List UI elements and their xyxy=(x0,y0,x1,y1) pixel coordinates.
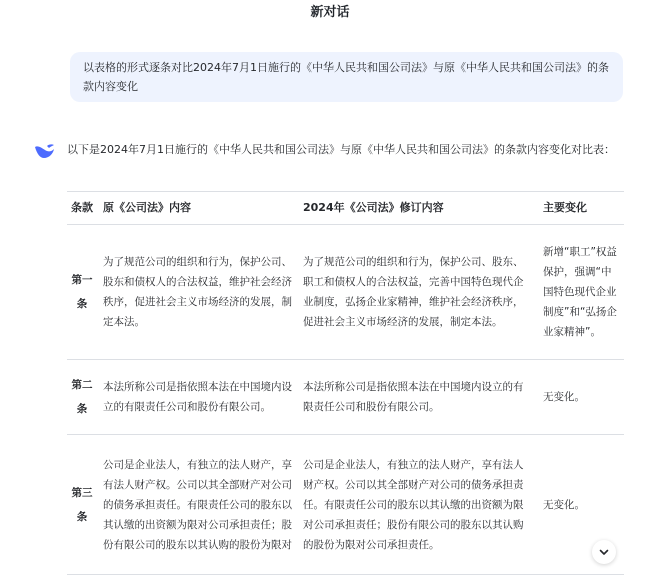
original-text: 公司是企业法人，有独立的法人财产，享有法人财产权。公司以其全部财产对公司的债务承担责任。有限责任公司的股东以其认缴的出资额为限对公司承担责任；股份有限公司的股东以其认购的股份为限对 xyxy=(99,435,299,575)
clause-number: 第二条 xyxy=(67,360,99,435)
header-clause: 条款 xyxy=(67,192,99,225)
revised-text: 为了规范公司的组织和行为，保护公司、股东、职工和债权人的合法权益，完善中国特色现代企业制度，弘扬企业家精神，维护社会经济秩序，促进社会主义市场经济的发展，制定本法。 xyxy=(299,225,539,360)
change-summary: 无变化。 xyxy=(539,435,624,575)
table-row xyxy=(67,435,624,575)
assistant-intro-text: 以下是2024年7月1日施行的《中华人民共和国公司法》与原《中华人民共和国公司法》的条款内容变化对比表： xyxy=(67,143,615,156)
change-summary: 新增“职工”权益保护，强调“中国特色现代企业制度”和“弘扬企业家精神”。 xyxy=(539,225,624,360)
header-change: 主要变化 xyxy=(539,192,624,225)
table-row xyxy=(67,225,624,360)
table-header-row xyxy=(67,192,624,225)
original-text: 为了规范公司的组织和行为，保护公司、股东和债权人的合法权益，维护社会经济秩序，促进社会主义市场经济的发展，制定本法。 xyxy=(99,225,299,360)
header-revised: 2024年《公司法》修订内容 xyxy=(299,192,539,225)
user-message-bubble: 以表格的形式逐条对比2024年7月1日施行的《中华人民共和国公司法》与原《中华人民共和国公司法》的条款内容变化 xyxy=(70,52,623,102)
table-row xyxy=(67,360,624,435)
revised-text: 本法所称公司是指依照本法在中国境内设立的有限责任公司和股份有限公司。 xyxy=(299,360,539,435)
clause-number: 第三条 xyxy=(67,435,99,575)
header-original: 原《公司法》内容 xyxy=(99,192,299,225)
scroll-down-button[interactable] xyxy=(592,540,616,564)
page-title: 新对话 xyxy=(310,5,350,20)
clause-number: 第一条 xyxy=(67,225,99,360)
comparison-table xyxy=(67,191,624,575)
assistant-avatar-icon xyxy=(33,139,57,163)
change-summary: 无变化。 xyxy=(539,360,624,435)
revised-text: 公司是企业法人，有独立的法人财产，享有法人财产权。公司以其全部财产对公司的债务承担责任。有限责任公司的股东以其认缴的出资额为限对公司承担责任；股份有限公司的股东以其认购的股份为限对公司承担责任。 xyxy=(299,435,539,575)
chevron-down-icon xyxy=(598,546,610,558)
original-text: 本法所称公司是指依照本法在中国境内设立的有限责任公司和股份有限公司。 xyxy=(99,360,299,435)
